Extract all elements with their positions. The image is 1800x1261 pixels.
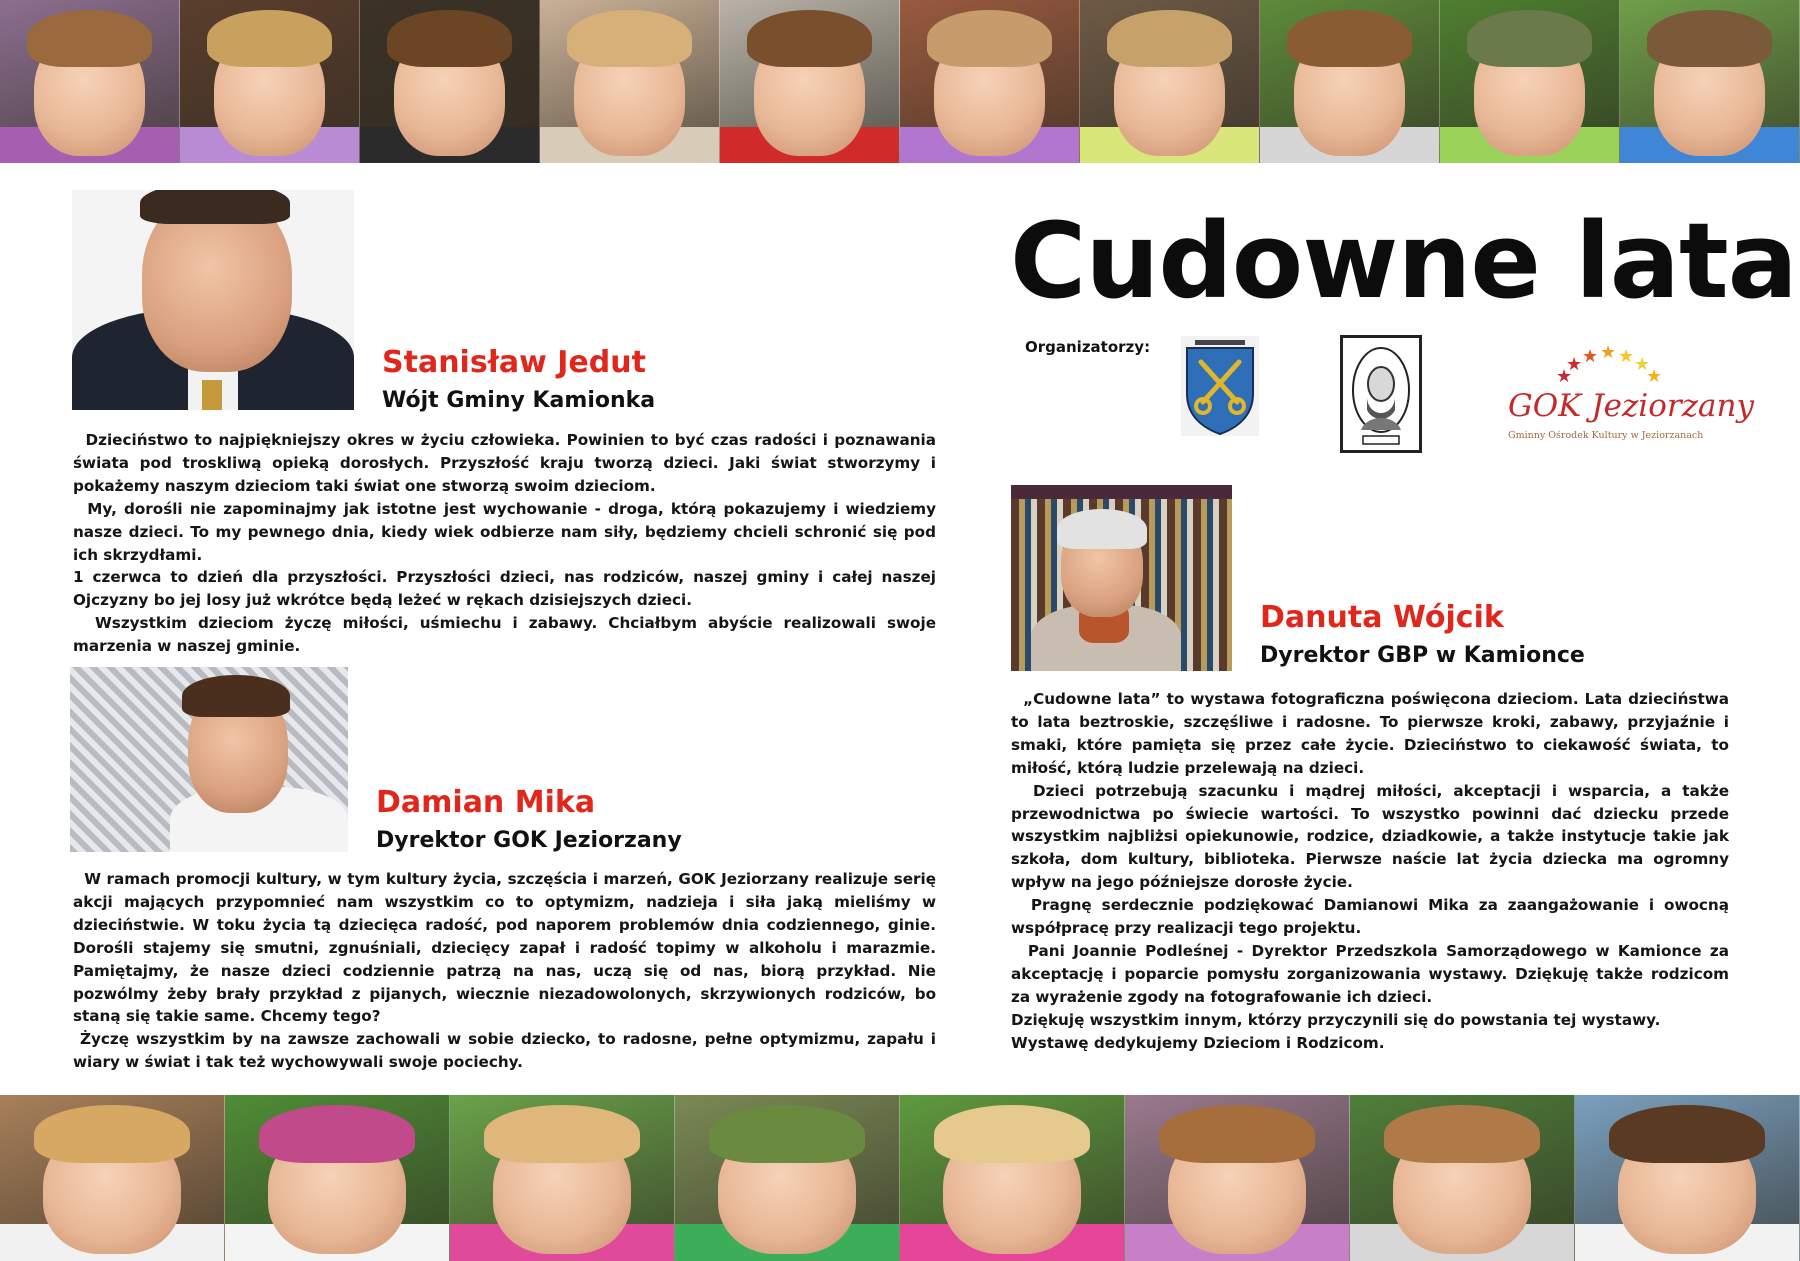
portrait-stanislaw-jedut [72,190,354,410]
svg-text:★: ★ [1646,366,1663,387]
paragraph: Pragnę serdecznie podziękować Damianowi Mika za zaangażowanie i owocną współpracę przy realizacji tego projektu. [1011,896,1729,938]
library-seal-logo [1340,335,1422,453]
person-name: Stanisław Jedut [382,345,646,380]
paragraph: Pani Joannie Podleśnej - Dyrektor Przedszkola Samorządowego w Kamionce za akceptację i poparcie pomysłu zorganizowania wystawy. Dziękuję także rodzicom za wyrażenie zgody na fotografowanie ich dzieci. [1011,941,1729,1006]
svg-text:★: ★ [1556,366,1573,387]
child-photo [675,1095,900,1261]
child-photo [1575,1095,1800,1261]
child-photo [0,1095,225,1261]
child-photo [1260,0,1440,163]
child-photo [360,0,540,163]
paragraph: Dzieci potrzebują szacunku i mądrej miłości, akceptacji i wsparcia, a także przewodnictwa po świecie wartości. To wszystko powinni dać dziecku przede wszystkim najbliżsi opiekunowie, rodzice, dziadkowie, a także instytucje takie jak szkoła, dom kultury, biblioteka. Pierwsze naście lat życia dziecka ma ogromny wpływ na jego późniejsze dorosłe życie. [1011,781,1729,892]
child-photo [0,0,180,163]
paragraph: Życzę wszystkim by na zawsze zachowali w sobie dziecko, to radosne, pełne optymizmu, zapału i wiary w świat i tak też wychowywali swoje pociechy. [73,1030,936,1072]
person-role: Dyrektor GBP w Kamionce [1260,643,1585,668]
child-photo [900,0,1080,163]
svg-text:★: ★ [1600,342,1617,363]
svg-text:★: ★ [1634,354,1651,375]
child-photo [540,0,720,163]
child-photo [1620,0,1800,163]
child-photo [225,1095,450,1261]
svg-text:★: ★ [1618,346,1635,367]
speech-text [1011,688,1729,1055]
paragraph: „Cudowne lata” to wystawa fotograficzna poświęcona dzieciom. Lata dzieciństwa to lata beztroskie, szczęśliwe i radosne. To pierwsze kroki, zabawy, przyjaźnie i smaki, które pamięta się przez całe życie. Dzieciństwo to ciekawość świata, to miłość, którą ludzie przelewają na dzieci. [1011,690,1729,777]
gok-jeziorzany-logo [1500,338,1754,448]
person-role: Dyrektor GOK Jeziorzany [376,828,682,853]
person-name: Danuta Wójcik [1260,600,1504,635]
child-photo [1125,1095,1350,1261]
paragraph: W ramach promocji kultury, w tym kultury życia, szczęścia i marzeń, GOK Jeziorzany realizuje serię akcji mających przypomnieć nam wszystkim co to optymizm, nadzieja i siła jaką mieliśmy w dzieciństwie. W toku życia tą dziecięca radość, pod naporem problemów dnia codziennego, ginie. Dorośli stajemy się smutni, zgnuśniali, dziecięcy zapał i radość topimy w alkoholu i marazmie. Pamiętajmy, że nasze dzieci codziennie patrzą na nas, uczą się od nas, biorą przykład. Nie pozwólmy żeby brały przykład z pijanych, wiecznie niezadowolonych, skrzywionych rodziców, bo staną się takie same. Chcemy tego? [73,870,936,1026]
portrait-sketch-icon [1343,338,1419,450]
child-photo [180,0,360,163]
child-photo [1350,1095,1575,1261]
child-photo [900,1095,1125,1261]
child-photo [720,0,900,163]
person-name: Damian Mika [376,785,596,820]
svg-text:★: ★ [1566,354,1583,375]
gok-logo-subtitle: Gminny Ośrodek Kultury w Jeziorzanach [1508,430,1704,441]
paragraph: Dzieciństwo to najpiękniejszy okres w życiu człowieka. Powinien to być czas radości i poznawania świata pod troskliwą opieką dorosłych. Przyszłość kraju tworzą dzieci. Jaki świat stworzymy i pokażemy naszym dzieciom taki świat one stworzą swoim dzieciom. [73,431,936,495]
bottom-photo-strip [0,1095,1800,1261]
portrait-damian-mika [70,667,348,852]
portrait-danuta-wojcik [1011,485,1232,671]
paragraph: Wystawę dedykujemy Dzieciom i Rodzicom. [1011,1033,1385,1052]
organizers-label: Organizatorzy: [1025,338,1151,356]
svg-text:★: ★ [1582,346,1599,367]
kamionka-crest-logo [1181,336,1259,436]
speech-text [73,429,936,658]
child-photo [1080,0,1260,163]
paragraph: 1 czerwca to dzień dla przyszłości. Przyszłości dzieci, nas rodziców, naszej gminy i całej naszej Ojczyzny bo jej losy już wkrótce będą leżeć w rękach dzisiejszych dzieci. [73,568,936,610]
child-photo [450,1095,675,1261]
child-photo [1440,0,1620,163]
page-title: Cudowne lata [1010,200,1797,322]
paragraph: Dziękuję wszystkim innym, którzy przyczynili się do powstania tej wystawy. [1011,1010,1661,1029]
speech-text [73,868,936,1074]
gok-logo-name: GOK Jeziorzany [1508,388,1754,424]
top-photo-strip [0,0,1800,163]
paragraph: My, dorośli nie zapominajmy jak istotne jest wychowanie - droga, którą pokazujemy i wiedziemy nasze dzieci. To my pewnego dnia, kiedy wiek odbierze nam siły, będziemy chcieli schronić się pod ich skrzydłami. [73,499,936,564]
paragraph: Wszystkim dzieciom życzę miłości, uśmiechu i zabawy. Chciałbym abyście realizowali swoje marzenia w naszej gminie. [73,614,936,656]
person-role: Wójt Gminy Kamionka [382,388,656,413]
